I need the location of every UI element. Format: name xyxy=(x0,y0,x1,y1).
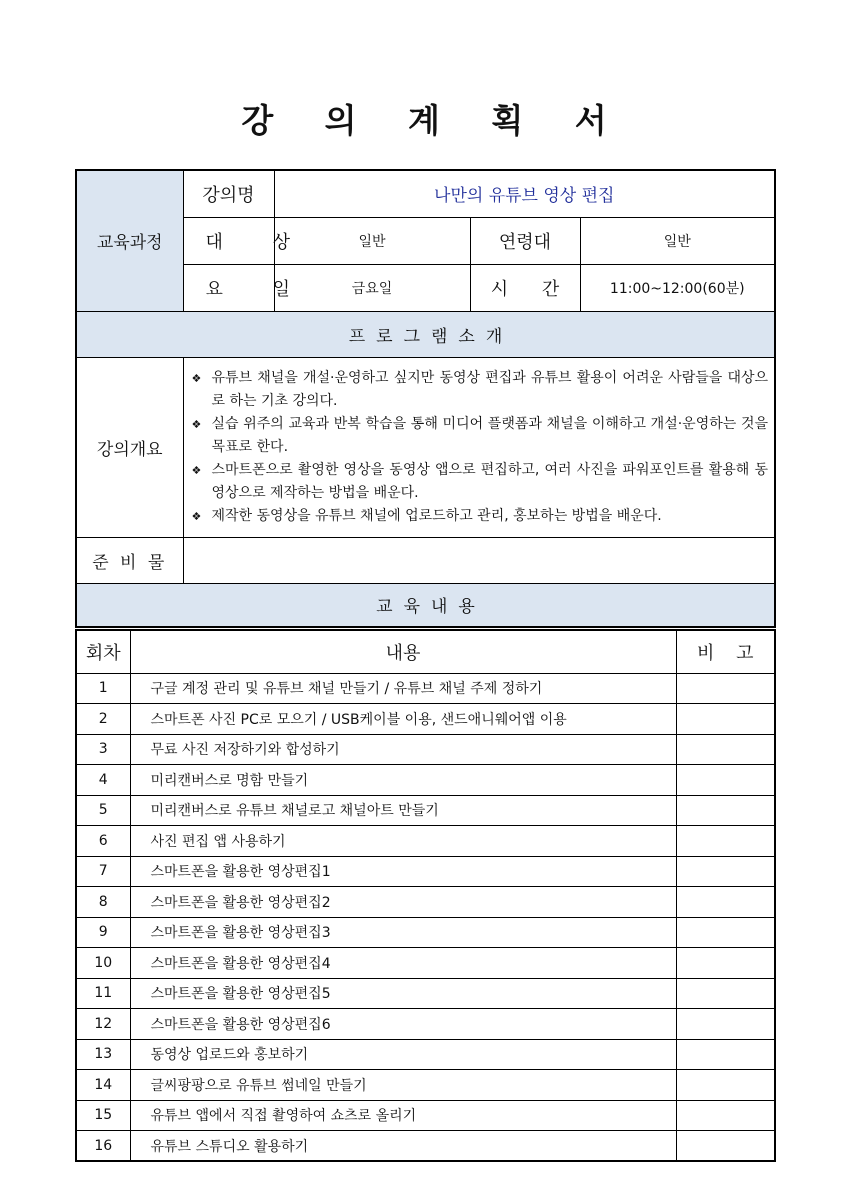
course-info-table xyxy=(75,169,776,628)
session-number: 8 xyxy=(76,887,130,918)
session-content: 유튜브 앱에서 직접 촬영하여 쇼츠로 올리기 xyxy=(130,1100,676,1131)
overview-label: 강의개요 xyxy=(76,357,183,537)
age-label: 연령대 xyxy=(470,217,580,264)
session-number: 7 xyxy=(76,856,130,887)
session-note xyxy=(676,887,775,918)
table-row xyxy=(76,765,775,796)
session-content: 무료 사진 저장하기와 합성하기 xyxy=(130,734,676,765)
table-row xyxy=(76,1009,775,1040)
session-number: 1 xyxy=(76,673,130,704)
diamond-bullet-icon: ❖ xyxy=(191,371,202,385)
table-row xyxy=(76,1131,775,1162)
target-value: 일반 xyxy=(274,217,470,264)
session-number: 6 xyxy=(76,826,130,857)
session-note xyxy=(676,704,775,735)
diamond-bullet-icon: ❖ xyxy=(191,509,202,523)
session-note xyxy=(676,795,775,826)
content-header: 내용 xyxy=(130,630,676,673)
session-note xyxy=(676,1009,775,1040)
session-note xyxy=(676,673,775,704)
session-content: 동영상 업로드와 홍보하기 xyxy=(130,1039,676,1070)
session-number: 9 xyxy=(76,917,130,948)
table-row xyxy=(76,887,775,918)
session-number: 10 xyxy=(76,948,130,979)
session-number: 14 xyxy=(76,1070,130,1101)
session-content: 유튜브 스튜디오 활용하기 xyxy=(130,1131,676,1162)
session-content: 구글 계정 관리 및 유튜브 채널 만들기 / 유튜브 채널 주제 정하기 xyxy=(130,673,676,704)
session-note xyxy=(676,978,775,1009)
lecture-name-label: 강의명 xyxy=(183,170,274,217)
schedule-table xyxy=(75,629,776,1162)
session-note xyxy=(676,1131,775,1162)
table-row xyxy=(76,978,775,1009)
note-header: 비 고 xyxy=(676,630,775,673)
table-row xyxy=(76,856,775,887)
overview-bullet: ❖ 스마트폰으로 촬영한 영상을 동영상 앱으로 편집하고, 여러 사진을 파워포인트를 활용해 동영상으로 제작하는 방법을 배운다. xyxy=(192,459,769,505)
session-number: 16 xyxy=(76,1131,130,1162)
session-content: 사진 편집 앱 사용하기 xyxy=(130,826,676,857)
session-number: 11 xyxy=(76,978,130,1009)
session-content: 글씨팡팡으로 유튜브 썸네일 만들기 xyxy=(130,1070,676,1101)
overview-bullet: ❖ 유튜브 채널을 개설·운영하고 싶지만 동영상 편집과 유튜브 활용이 어려운 사람들을 대상으로 하는 기초 강의다. xyxy=(192,367,769,413)
session-header: 회차 xyxy=(76,630,130,673)
table-row xyxy=(76,948,775,979)
session-number: 12 xyxy=(76,1009,130,1040)
table-row xyxy=(76,795,775,826)
session-note xyxy=(676,917,775,948)
table-row xyxy=(76,1100,775,1131)
table-row xyxy=(76,826,775,857)
time-value: 11:00~12:00(60분) xyxy=(580,264,775,311)
session-note xyxy=(676,856,775,887)
overview-bullet: ❖ 제작한 동영상을 유튜브 채널에 업로드하고 관리, 홍보하는 방법을 배운다. xyxy=(192,505,769,528)
time-label: 시 간 xyxy=(470,264,580,311)
table-row xyxy=(76,1039,775,1070)
session-note xyxy=(676,734,775,765)
session-content: 미리캔버스로 유튜브 채널로고 채널아트 만들기 xyxy=(130,795,676,826)
program-intro-bar: 프로그램소개 xyxy=(76,311,775,357)
session-note xyxy=(676,948,775,979)
diamond-bullet-icon: ❖ xyxy=(191,463,202,477)
page-title: 강 의 계 획 서 xyxy=(241,101,627,140)
session-content: 스마트폰을 활용한 영상편집4 xyxy=(130,948,676,979)
target-label: 대 상 xyxy=(183,217,274,264)
session-content: 스마트폰을 활용한 영상편집1 xyxy=(130,856,676,887)
materials-value xyxy=(183,537,775,583)
session-number: 13 xyxy=(76,1039,130,1070)
session-number: 4 xyxy=(76,765,130,796)
session-note xyxy=(676,1100,775,1131)
age-value: 일반 xyxy=(580,217,775,264)
overview-content xyxy=(183,357,775,537)
diamond-bullet-icon: ❖ xyxy=(191,417,202,431)
session-note xyxy=(676,1070,775,1101)
day-label: 요 일 xyxy=(183,264,274,311)
day-value: 금요일 xyxy=(274,264,470,311)
table-row xyxy=(76,1070,775,1101)
education-content-bar: 교육내용 xyxy=(76,583,775,627)
session-content: 스마트폰을 활용한 영상편집6 xyxy=(130,1009,676,1040)
materials-label: 준 비 물 xyxy=(76,537,183,583)
session-content: 미리캔버스로 명함 만들기 xyxy=(130,765,676,796)
table-row xyxy=(76,734,775,765)
table-row xyxy=(76,917,775,948)
session-content: 스마트폰을 활용한 영상편집2 xyxy=(130,887,676,918)
session-number: 15 xyxy=(76,1100,130,1131)
session-note xyxy=(676,826,775,857)
session-content: 스마트폰을 활용한 영상편집5 xyxy=(130,978,676,1009)
table-row xyxy=(76,673,775,704)
table-row xyxy=(76,704,775,735)
session-note xyxy=(676,1039,775,1070)
session-note xyxy=(676,765,775,796)
course-section-label: 교육과정 xyxy=(76,170,183,311)
overview-bullet: ❖ 실습 위주의 교육과 반복 학습을 통해 미디어 플랫폼과 채널을 이해하고 개설·운영하는 것을 목표로 한다. xyxy=(192,413,769,459)
session-number: 2 xyxy=(76,704,130,735)
session-number: 5 xyxy=(76,795,130,826)
session-content: 스마트폰을 활용한 영상편집3 xyxy=(130,917,676,948)
session-number: 3 xyxy=(76,734,130,765)
lecture-name-value: 나만의 유튜브 영상 편집 xyxy=(274,170,775,217)
session-content: 스마트폰 사진 PC로 모으기 / USB케이블 이용, 샌드애니웨어앱 이용 xyxy=(130,704,676,735)
